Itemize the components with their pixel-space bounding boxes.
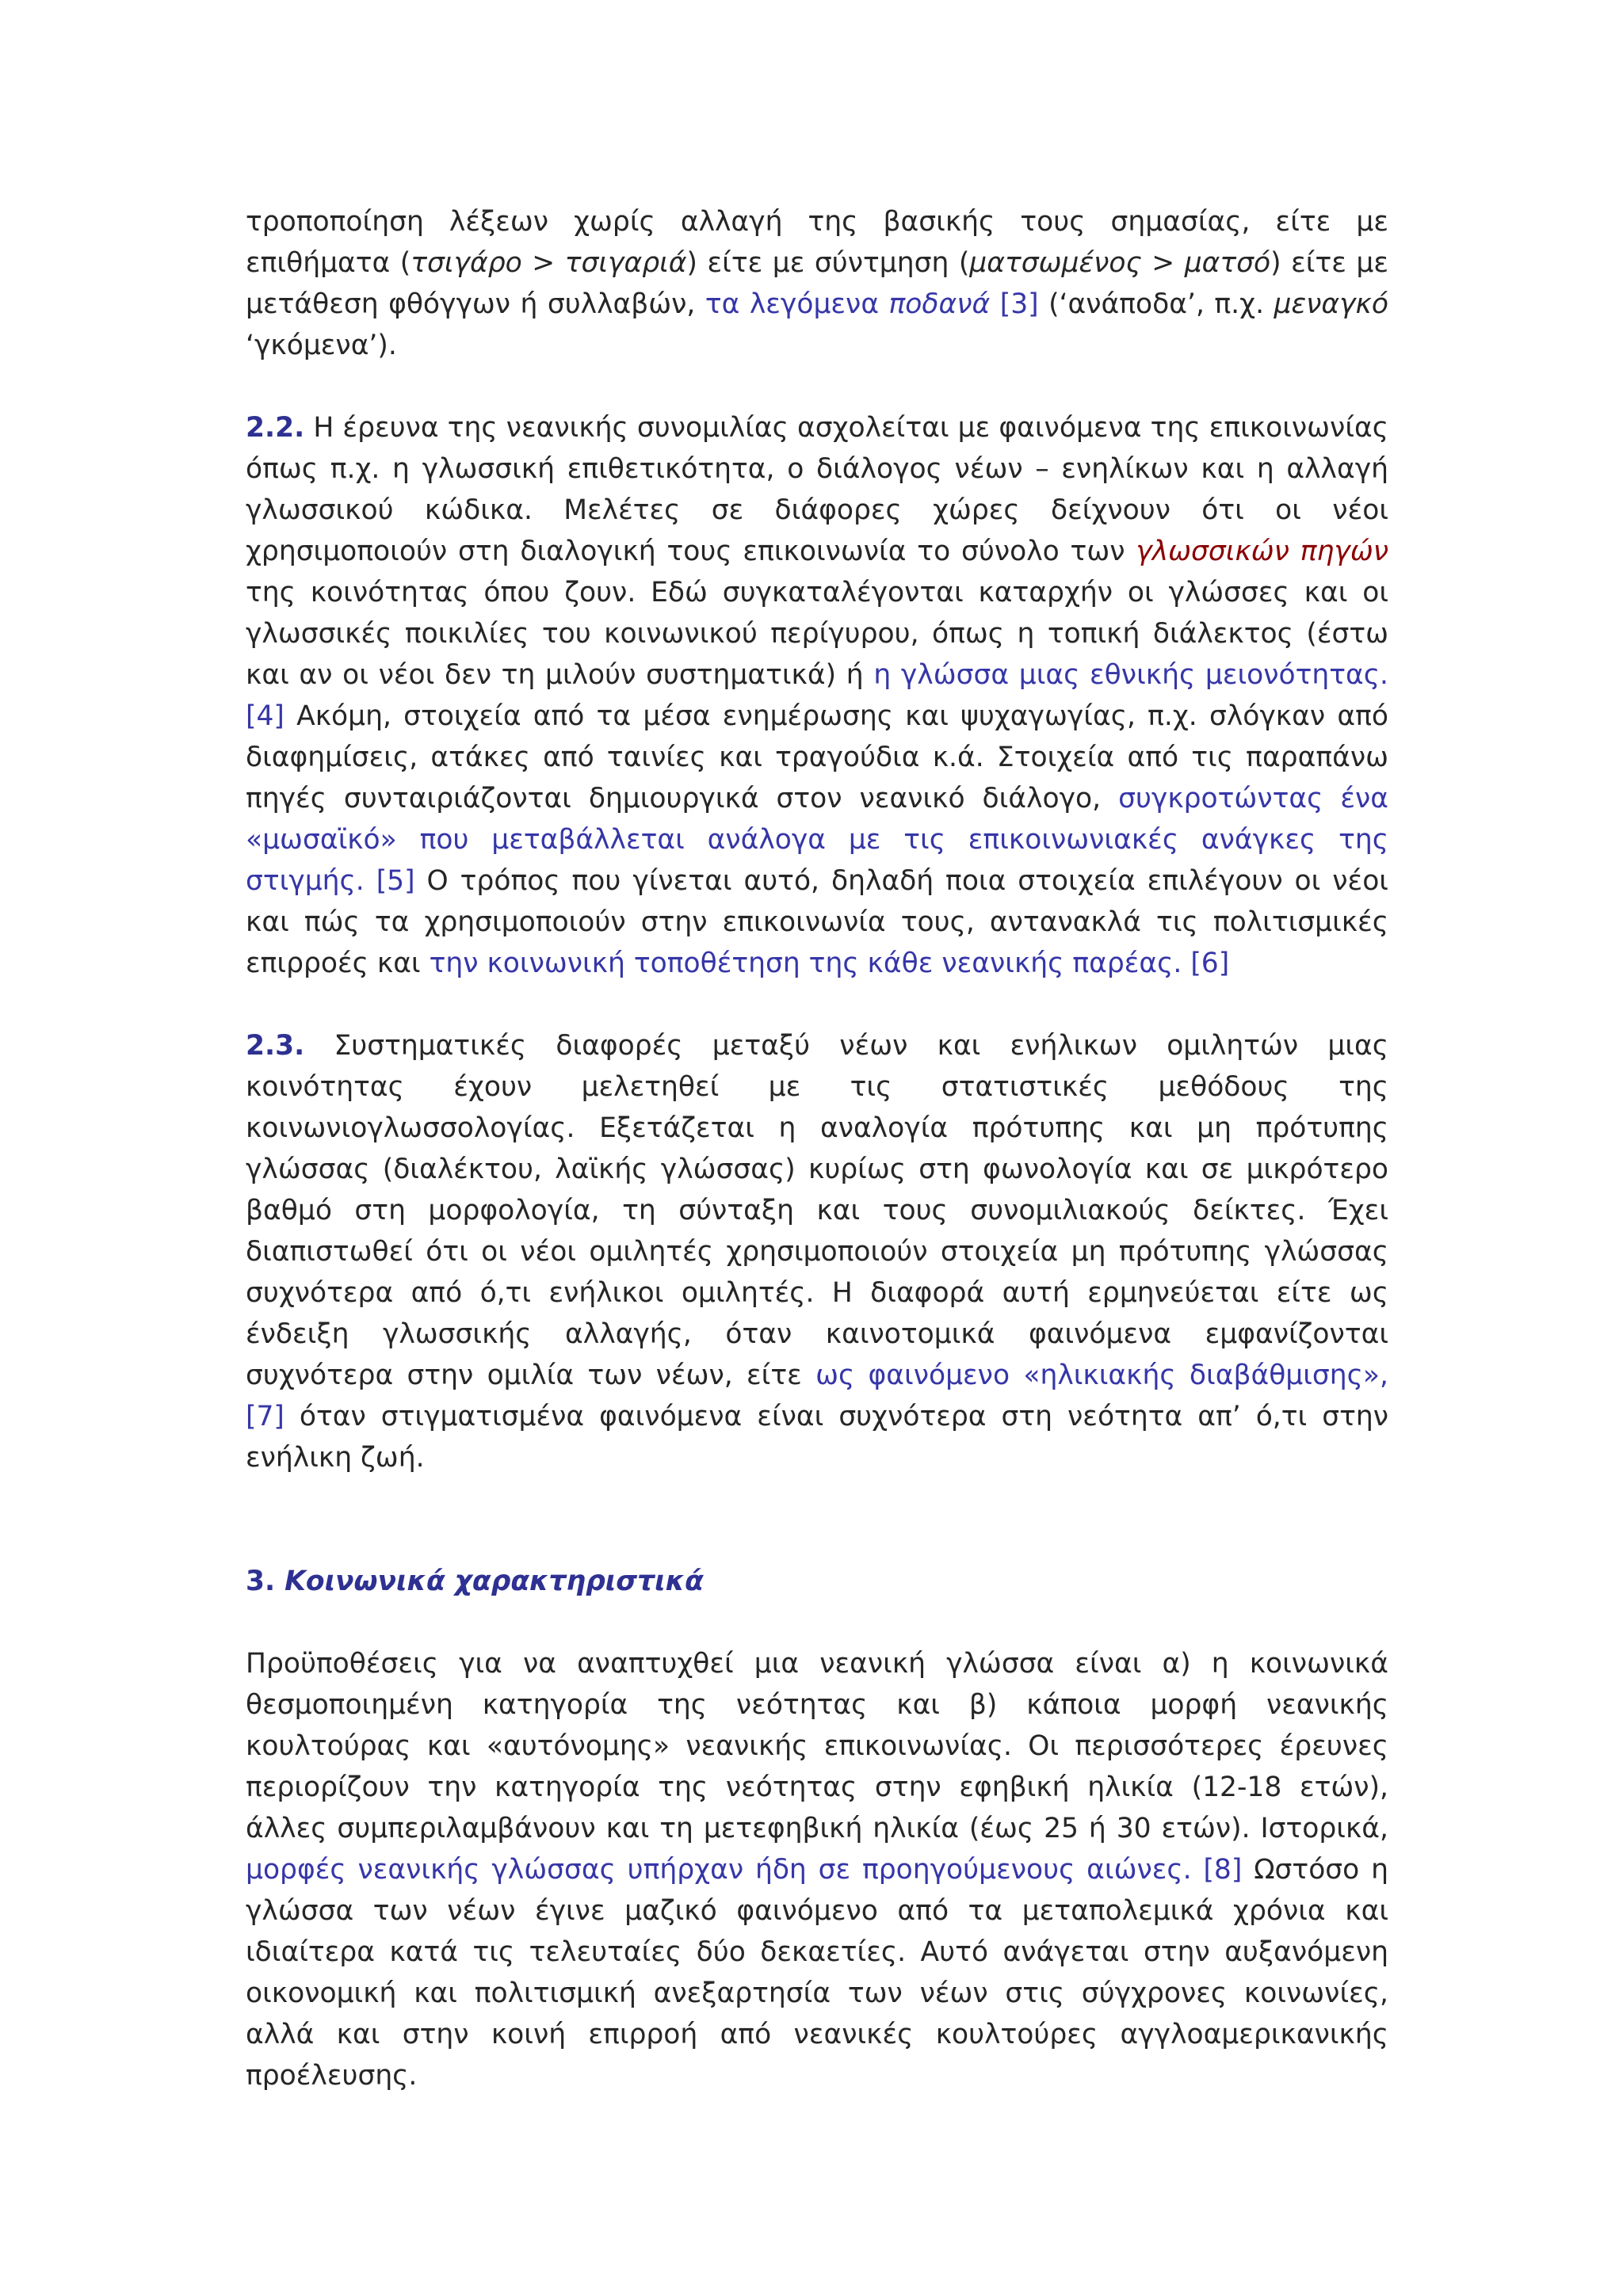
- text: ) είτε με σύντμηση (: [686, 247, 970, 279]
- paragraph-2-3: [246, 1025, 1388, 1478]
- text: ) είτε με μετάθεση φθόγγων ή συλλαβών,: [246, 247, 1389, 320]
- document-body: [246, 201, 1388, 2096]
- spacer: [246, 984, 1388, 1025]
- section-heading: [246, 1561, 1388, 1602]
- text: >: [521, 247, 565, 279]
- text: τροποποίηση λέξεων χωρίς αλλαγή της βασικής τους σημασίας, είτε με επιθήματα (: [246, 206, 1388, 279]
- text: Προϋποθέσεις για να αναπτυχθεί μια νεανική γλώσσα είναι α) η κοινωνικά θεσμοποιημένη κατηγορία της νεότητας και β) κάποια μορφή νεανικής κουλτούρας και «αυτόνομης» νεανικής επικοινωνίας. Οι περισσότερες έρευνες περιορίζουν την κατηγορία της νεότητας στην εφηβική ηλικία (12-18 ετών), άλλες συμπεριλαμβάνουν και τη μετεφηβική ηλικία (έως 25 ή 30 ετών). Ιστορικά,: [246, 1648, 1388, 1844]
- text: Ο τρόπος που γίνεται αυτό, δηλαδή ποια στοιχεία επιλέγουν οι νέοι και πώς τα χρησιμοποιούν στην επικοινωνία τους, αντανακλά τις πολιτισμικές επιρροές και: [246, 865, 1388, 979]
- text: της κοινότητας όπου ζουν. Εδώ συγκαταλέγονται καταρχήν οι γλώσσες και οι γλωσσικές ποικιλίες του κοινωνικού περίγυρου, όπως η τοπική διάλεκτος (έστω και αν οι νέοι δεν τη μιλούν συστηματικά) ή: [246, 577, 1388, 691]
- heading-number: 3.: [246, 1566, 276, 1597]
- link-ref-5[interactable]: συγκροτώντας ένα «μωσαϊκό» που μεταβάλλεται ανάλογα με τις επικοινωνιακές ανάγκες της στιγμής. [5]: [246, 783, 1388, 897]
- link-emphasis: ποδανά: [888, 288, 991, 320]
- paragraph-intro: [246, 201, 1388, 366]
- link-ref-6[interactable]: την κοινωνική τοποθέτηση της κάθε νεανικής παρέας. [6]: [429, 948, 1230, 979]
- highlighted-term: γλωσσικών πηγών: [1136, 536, 1388, 567]
- paragraph-2-2: [246, 407, 1388, 984]
- text: (‘ανάποδα’, π.χ.: [1038, 288, 1274, 320]
- link-ref: [3]: [990, 288, 1039, 320]
- text: Η έρευνα της νεανικής συνομιλίας ασχολείται με φαινόμενα της επικοινωνίας όπως π.χ. η γλωσσική επιθετικότητα, ο διάλογος νέων – ενηλίκων και η αλλαγή γλωσσικού κώδικα. Μελέτες σε διάφορες χώρες δείχνουν ότι οι νέοι χρησιμοποιούν στη διαλογική τους επικοινωνία το σύνολο των: [246, 412, 1388, 567]
- link-ref-7[interactable]: ως φαινόμενο «ηλικιακής διαβάθμισης», [7]: [246, 1360, 1388, 1432]
- link-ref-8[interactable]: μορφές νεανικής γλώσσας υπήρχαν ήδη σε προηγούμενους αιώνες. [8]: [246, 1854, 1243, 1886]
- text: Ωστόσο η γλώσσα των νέων έγινε μαζικό φαινόμενο από τα μεταπολεμικά χρόνια και ιδιαίτερα κατά τις τελευταίες δύο δεκαετίες. Αυτό ανάγεται στην αυξανόμενη οικονομική και πολιτισμική ανεξαρτησία των νέων στις σύγχρονες κοινωνίες, αλλά και στην κοινή επιρροή από νεανικές κουλτούρες αγγλοαμερικανικής προέλευσης.: [246, 1854, 1388, 2092]
- spacer: [246, 1478, 1388, 1561]
- spacer: [246, 1602, 1388, 1643]
- text: ‘γκόμενα’).: [246, 330, 397, 361]
- link-text: τα λεγόμενα: [705, 288, 889, 320]
- heading-title: Κοινωνικά χαρακτηριστικά: [285, 1566, 704, 1597]
- link-ref-3[interactable]: [705, 288, 1039, 320]
- example-word: τσιγαριά: [564, 247, 687, 279]
- spacer: [246, 366, 1388, 407]
- link-ref-4[interactable]: η γλώσσα μιας εθνικής μειονότητας. [4]: [246, 659, 1388, 732]
- text: Ακόμη, στοιχεία από τα μέσα ενημέρωσης και ψυχαγωγίας, π.χ. σλόγκαν από διαφημίσεις, ατάκες από ταινίες και τραγούδια κ.ά. Στοιχεία από τις παραπάνω πηγές συνταιριάζονται δημιουργικά στον νεανικό διάλογο,: [246, 700, 1388, 814]
- section-number: 2.2.: [246, 412, 305, 444]
- text: Συστηματικές διαφορές μεταξύ νέων και ενήλικων ομιλητών μιας κοινότητας έχουν μελετηθεί με τις στατιστικές μεθόδους της κοινωνιογλωσσολογίας. Εξετάζεται η αναλογία πρότυπης και μη πρότυπης γλώσσας (διαλέκτου, λαϊκής γλώσσας) κυρίως στη φωνολογία και σε μικρότερο βαθμό στη μορφολογία, τη σύνταξη και τους συνομιλιακούς δείκτες. Έχει διαπιστωθεί ότι οι νέοι ομιλητές χρησιμοποιούν στοιχεία μη πρότυπης γλώσσας συχνότερα από ό,τι ενήλικοι ομιλητές. Η διαφορά αυτή ερμηνεύεται είτε ως ένδειξη γλωσσικής αλλαγής, όταν καινοτομικά φαινόμενα εμφανίζονται συχνότερα στην ομιλία των νέων, είτε: [246, 1030, 1388, 1391]
- section-number: 2.3.: [246, 1030, 305, 1062]
- text: όταν στιγματισμένα φαινόμενα είναι συχνότερα στη νεότητα απ’ ό,τι στην ενήλικη ζωή.: [246, 1401, 1388, 1474]
- example-word: τσιγάρο: [411, 247, 522, 279]
- text: >: [1141, 247, 1185, 279]
- example-word: ματσωμένος: [969, 247, 1142, 279]
- example-word: ματσό: [1184, 247, 1271, 279]
- paragraph-3: [246, 1643, 1388, 2096]
- example-word: μεναγκό: [1274, 288, 1388, 320]
